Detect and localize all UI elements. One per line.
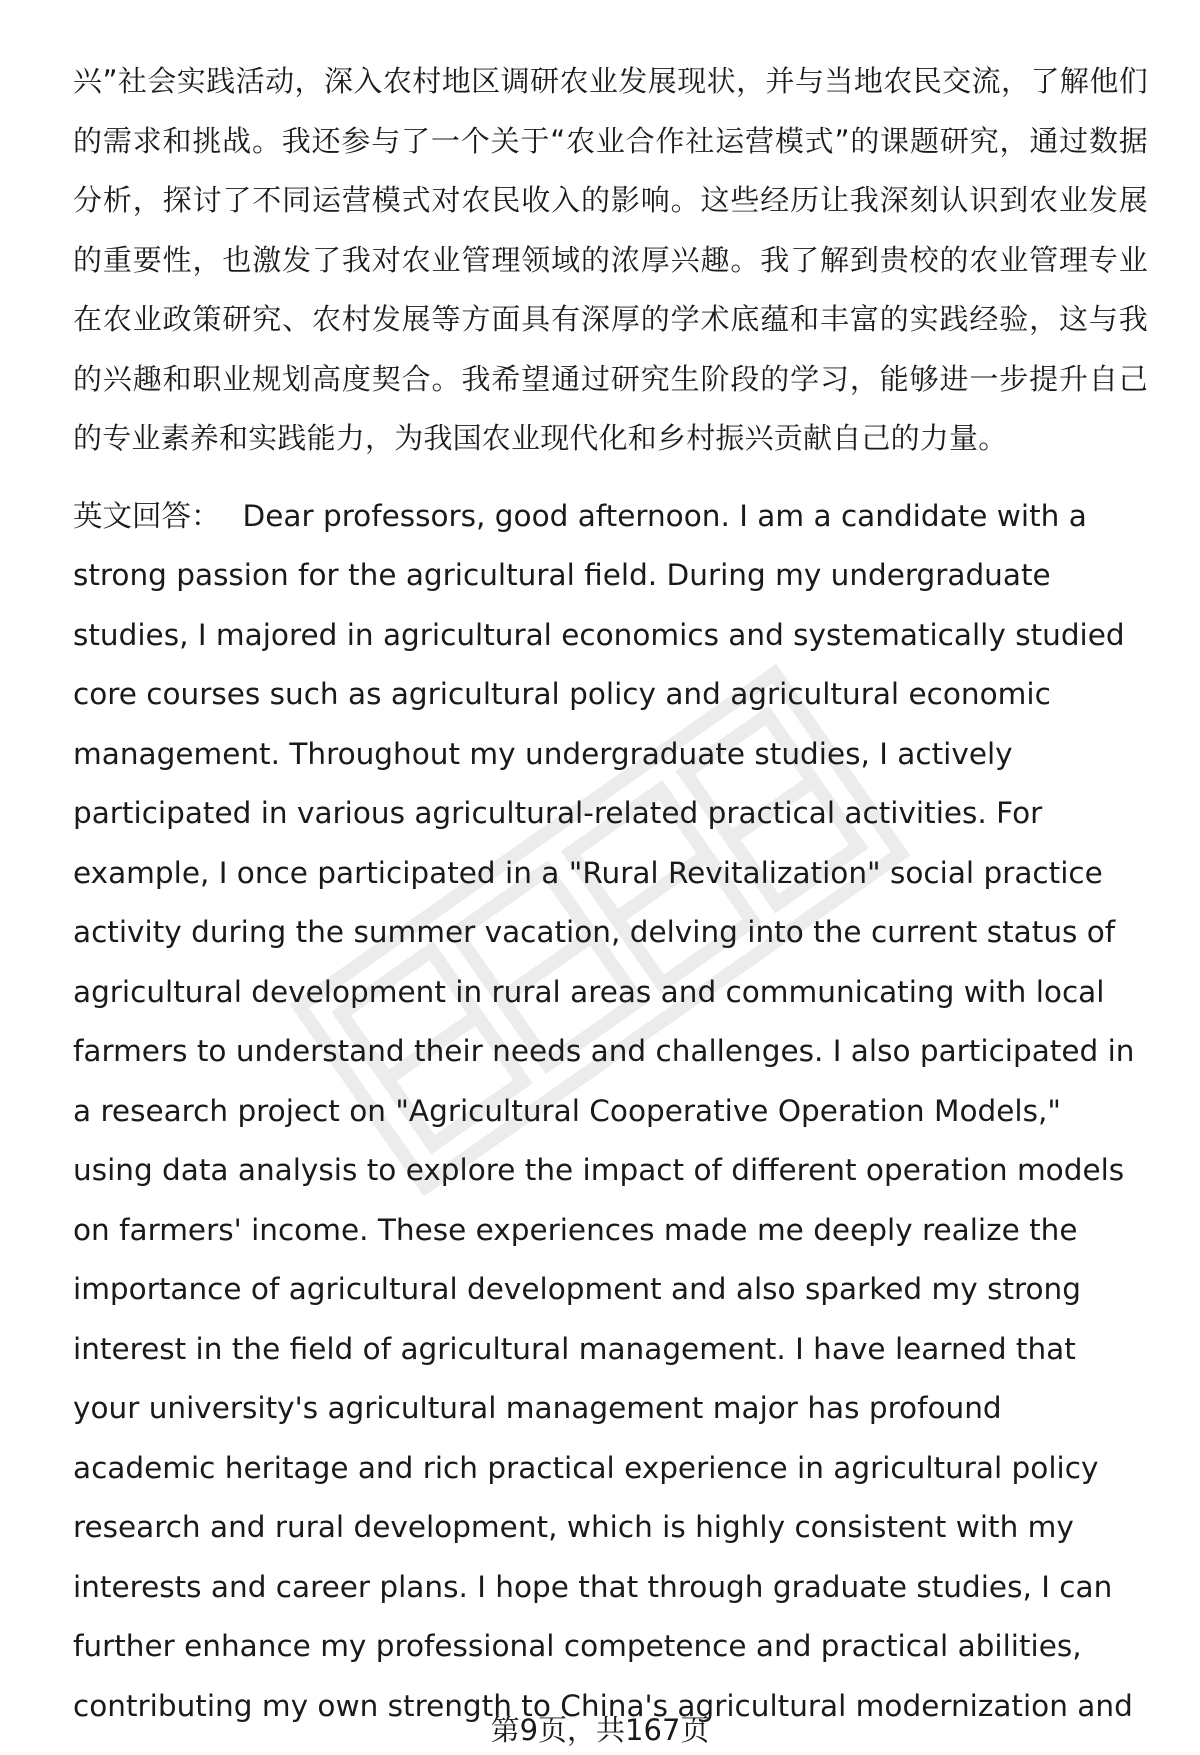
english-answer-paragraph (73, 487, 1148, 1737)
chinese-answer-paragraph: 兴”社会实践活动，深入农村地区调研农业发展现状，并与当地农民交流，了解他们的需求和挑战。我还参与了一个关于“农业合作社运营模式”的课题研究，通过数据分析，探讨了不同运营模式对农民收入的影响。这些经历让我深刻认识到农业发展的重要性，也激发了我对农业管理领域的浓厚兴趣。我了解到贵校的农业管理专业在农业政策研究、农村发展等方面具有深厚的学术底蕴和丰富的实践经验，这与我的兴趣和职业规划高度契合。我希望通过研究生阶段的学习，能够进一步提升自己的专业素养和实践能力，为我国农业现代化和乡村振兴贡献自己的力量。 (73, 64, 1148, 455)
english-answer-label: 英文回答： (73, 498, 221, 533)
english-answer-text: Dear professors, good afternoon. I am a candidate with a strong passion for the agricultural field. During my undergraduate studies, I majored in agricultural economics and systematically studied core courses such as agricultural policy and agricultural economic management. Throughout my undergraduate studies, I actively participated in various agricultural-related practical activities. For example, I once participated in a "Rural Revitalization" social practice activity during the summer vacation, delving into the current status of agricultural development in rural areas and communicating with local farmers to understand their needs and challenges. I also participated in a research project on "Agricultural Cooperative Operation Models," using data analysis to explore the impact of different operation models on farmers' income. These experiences made me deeply realize the importance of agricultural development and also sparked my strong interest in the field of agricultural management. I have learned that your university's agricultural management major has profound academic heritage and rich practical experience in agricultural policy research and rural development, which is highly consistent with my interests and career plans. I hope that through graduate studies, I can further enhance my professional competence and practical abilities, contributing my own strength to China's agricultural modernization and (73, 498, 1135, 1723)
document-body (73, 52, 1148, 1736)
page-number-footer: 第9页，共167页 (490, 1713, 710, 1747)
